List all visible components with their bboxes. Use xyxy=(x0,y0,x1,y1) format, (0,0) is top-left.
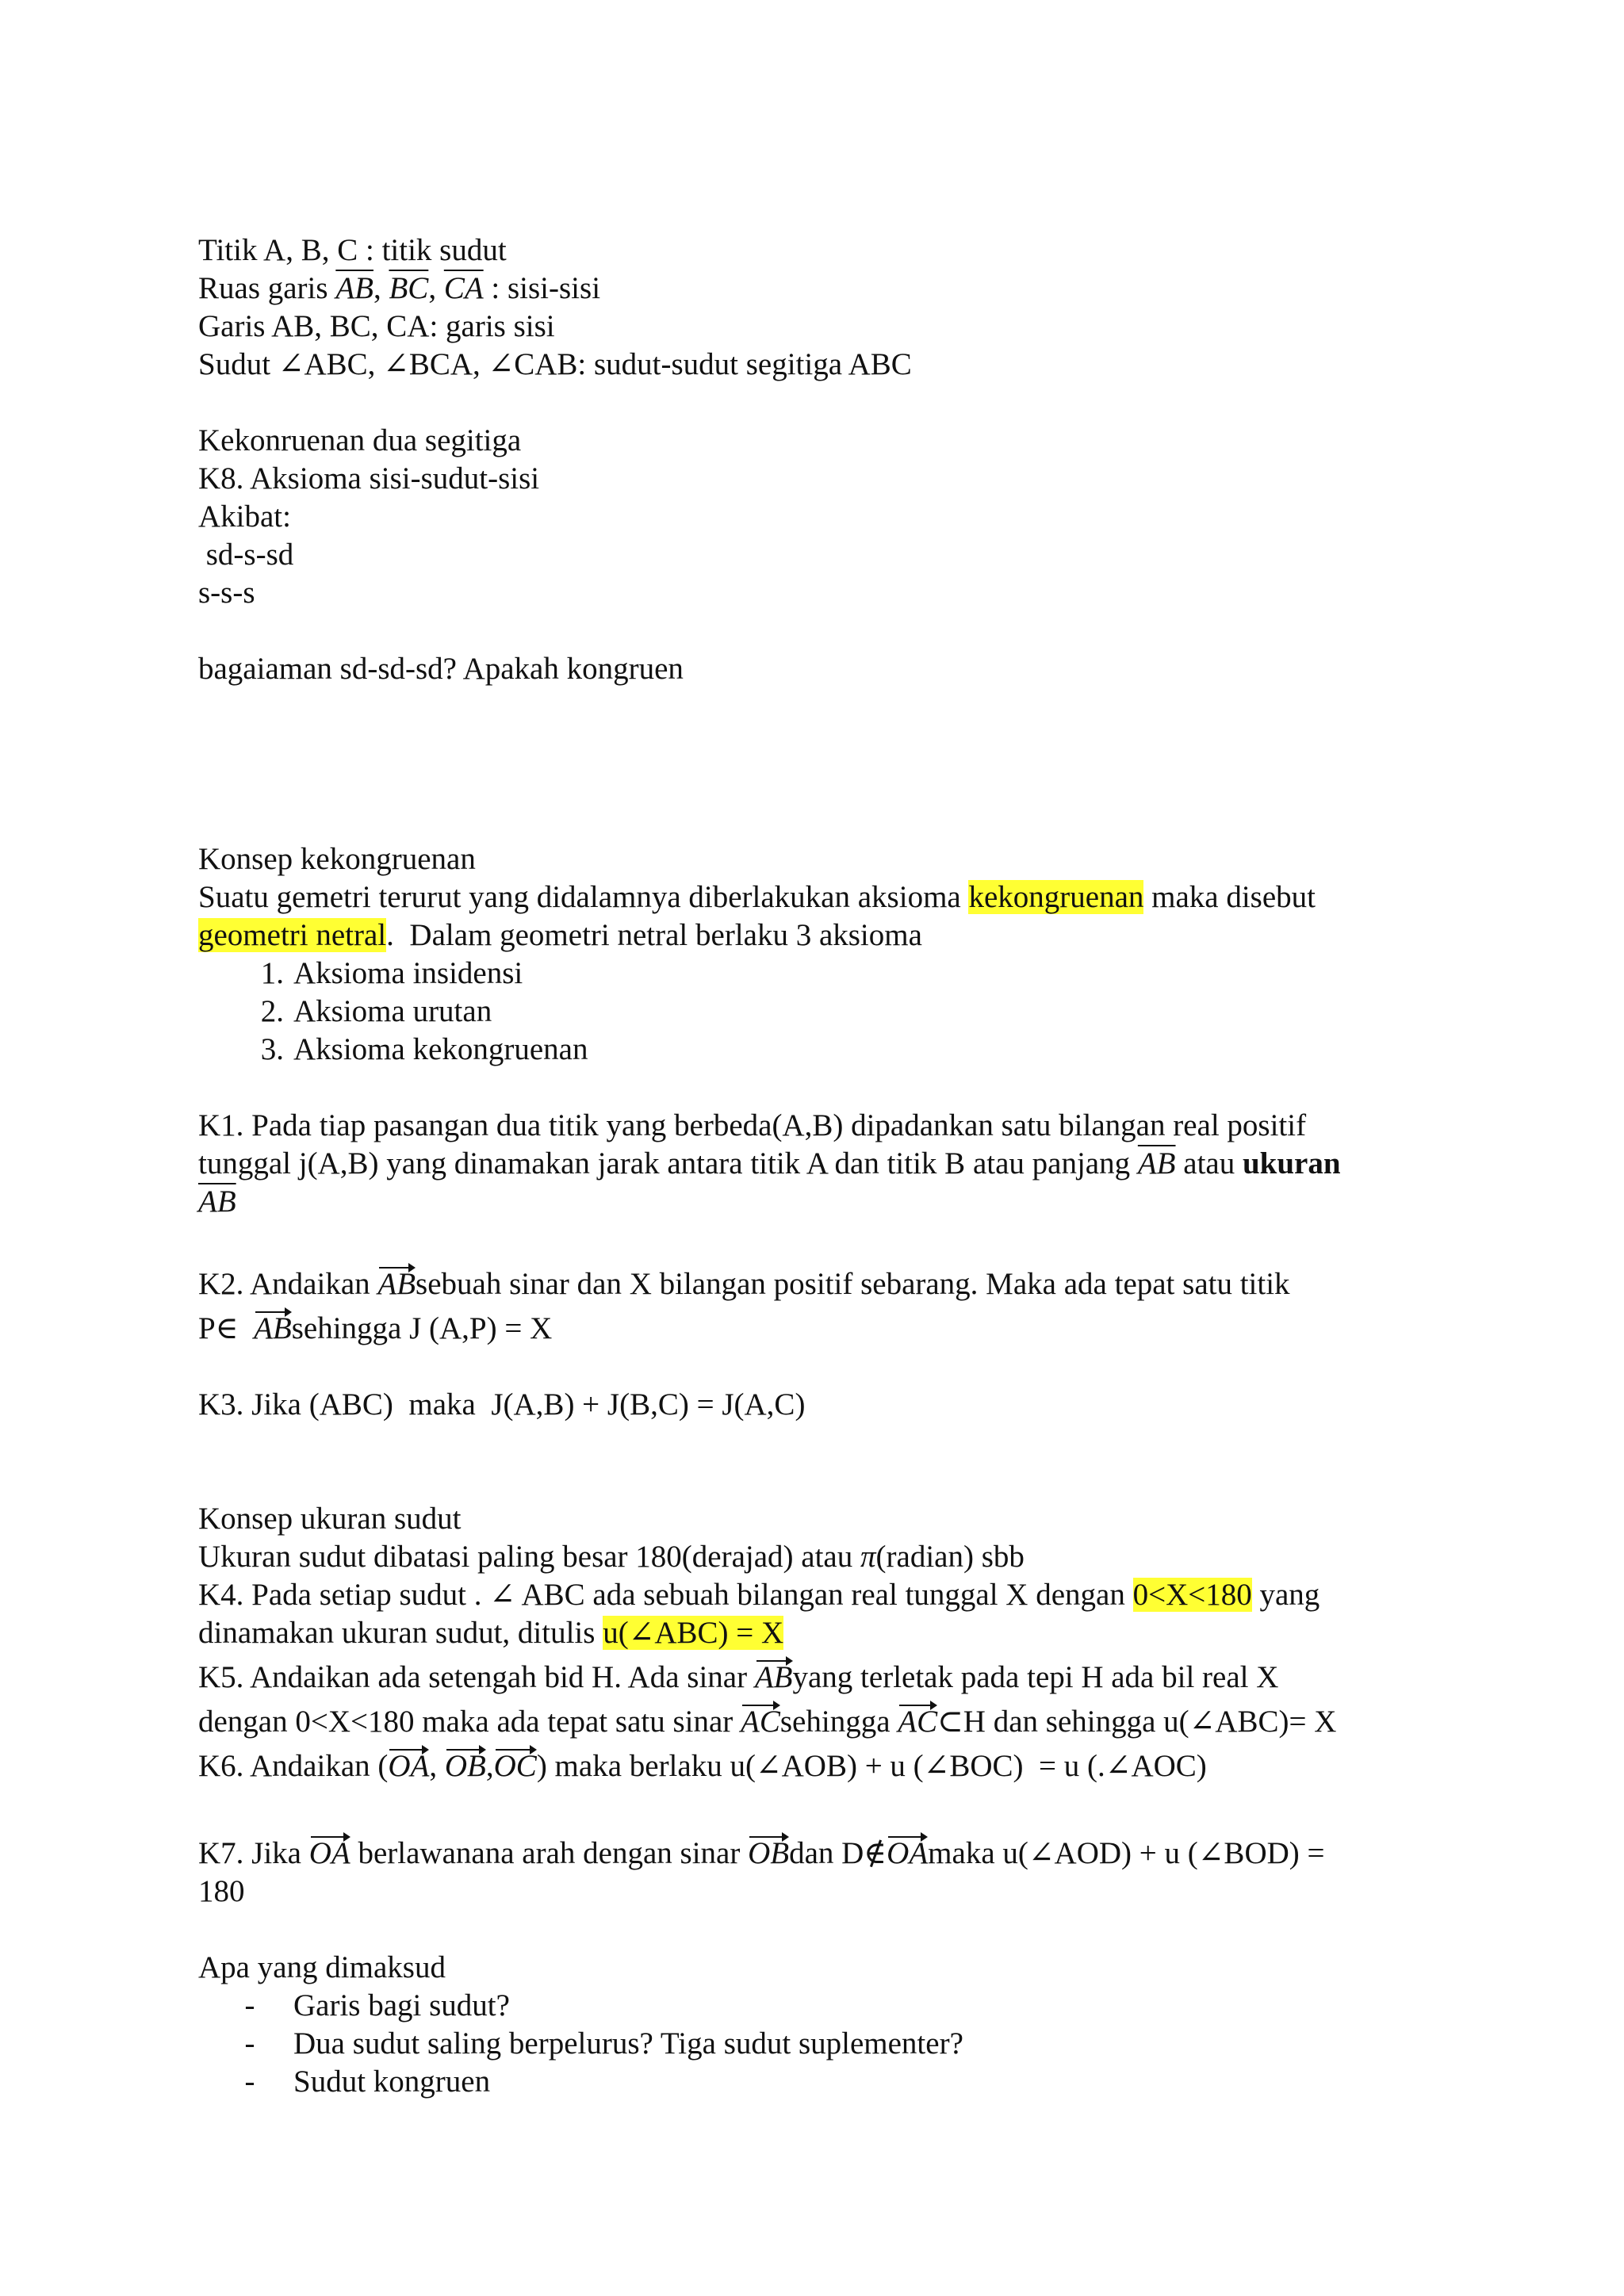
ray-ab: AB xyxy=(254,1310,292,1348)
line-k4-a xyxy=(198,1576,1451,1614)
list-text: Sudut kongruen xyxy=(293,2064,491,2099)
highlight-geometri-netral: geometri netral xyxy=(198,918,387,952)
line-ukuran xyxy=(198,1538,1451,1576)
text: ) maka berlaku u(∠AOB) + u (∠BOC) = u (.∠AOC) xyxy=(536,1749,1207,1783)
text-ruas-post: : sisi-sisi xyxy=(483,271,601,305)
dash-bullet: - xyxy=(244,1988,255,2022)
text: K4. Pada setiap sudut . ∠ ABC ada sebuah bilangan real tunggal X dengan xyxy=(198,1578,1133,1612)
line-k8: K8. Aksioma sisi-sudut-sisi xyxy=(198,461,540,496)
section-title-apa: Apa yang dimaksud xyxy=(198,1950,446,1984)
text: ⊂H dan sehingga u(∠ABC)= X xyxy=(937,1705,1337,1739)
ray-oa: OA xyxy=(388,1747,429,1785)
line-k1-b xyxy=(198,1145,1451,1183)
highlight-range: 0<X<180 xyxy=(1132,1578,1252,1612)
text: sebuah sinar dan X bilangan positif sebarang. Maka ada tepat satu titik xyxy=(416,1267,1290,1301)
dash-bullet: - xyxy=(244,2026,255,2061)
text: dinamakan ukuran sudut, ditulis xyxy=(198,1616,603,1650)
line-k4-b xyxy=(198,1614,1451,1652)
question-list xyxy=(198,1987,1451,2101)
text: (radian) sbb xyxy=(875,1540,1025,1574)
list-text: Dua sudut saling berpelurus? Tiga sudut suplementer? xyxy=(293,2026,963,2061)
list-item xyxy=(198,955,1451,993)
text: maka u(∠AOD) + u (∠BOD) = xyxy=(928,1836,1325,1870)
text: K6. Andaikan ( xyxy=(198,1749,389,1783)
ray-ob: OB xyxy=(748,1835,789,1873)
line-k2-b xyxy=(198,1310,1451,1348)
line-garis: Garis AB, BC, CA: garis sisi xyxy=(198,309,555,343)
sep: , xyxy=(429,1749,445,1783)
segment-ab: $\overline{AB}$ xyxy=(1137,1146,1176,1181)
ray-oa: OA xyxy=(887,1835,928,1873)
spacer xyxy=(198,1911,1451,1949)
highlight-formula: u(∠ABC) = X xyxy=(603,1616,784,1650)
list-item xyxy=(198,1031,1451,1069)
line-p2 xyxy=(198,916,1451,955)
list-number: 2. xyxy=(260,994,284,1028)
section-title-kekongruenan: Konsep kekongruenan xyxy=(198,842,476,876)
line-sudut: Sudut ∠ABC, ∠BCA, ∠CAB: sudut-sudut segitiga ABC xyxy=(198,347,912,381)
list-item xyxy=(198,993,1451,1031)
text: sehingga xyxy=(779,1705,898,1739)
line-k6 xyxy=(198,1747,1451,1785)
line-k1-a: K1. Pada tiap pasangan dua titik yang berbeda(A,B) dipadankan satu bilangan real positif xyxy=(198,1108,1307,1142)
line-k7-b: 180 xyxy=(198,1874,245,1908)
dash-bullet: - xyxy=(244,2064,255,2099)
segment-bc: $\overline{BC}$ xyxy=(389,271,429,305)
text: K2. Andaikan xyxy=(198,1267,378,1301)
ray-ob: OB xyxy=(445,1747,486,1785)
line-k3: K3. Jika (ABC) maka J(A,B) + J(B,C) = J(A,C) xyxy=(198,1387,806,1422)
spacer xyxy=(198,1785,1451,1823)
text: K7. Jika xyxy=(198,1836,309,1870)
spacer xyxy=(198,612,1451,650)
segment-ca: $\overline{CA}$ xyxy=(443,271,484,305)
list-text: Aksioma kekongruenan xyxy=(293,1032,588,1066)
line-s-s-s: s-s-s xyxy=(198,576,255,610)
line-p1 xyxy=(198,878,1451,916)
ray-ac: AC xyxy=(898,1703,937,1741)
line-question: bagaiaman sd-sd-sd? Apakah kongruen xyxy=(198,652,684,686)
list-item xyxy=(198,1987,1451,2025)
list-item xyxy=(198,2063,1451,2101)
text: maka disebut xyxy=(1143,880,1316,914)
spacer xyxy=(198,1069,1451,1107)
list-text: Garis bagi sudut? xyxy=(293,1988,510,2022)
line-sd-s-sd: sd-s-sd xyxy=(198,538,294,572)
line-k7-a xyxy=(198,1835,1451,1873)
section-title-ukuran-sudut: Konsep ukuran sudut xyxy=(198,1502,462,1536)
line-akibat: Akibat: xyxy=(198,499,291,534)
line-ruas-garis xyxy=(198,270,1451,308)
spacer xyxy=(198,384,1451,422)
list-item xyxy=(198,2025,1451,2063)
line-k5-a xyxy=(198,1659,1451,1697)
pi-symbol: π xyxy=(860,1540,876,1574)
text: dengan 0<X<180 maka ada tepat satu sinar xyxy=(198,1705,741,1739)
list-text: Aksioma insidensi xyxy=(293,956,523,990)
text: tunggal j(A,B) yang dinamakan jarak antara titik A dan titik B atau panjang xyxy=(198,1146,1138,1181)
spacer xyxy=(198,1221,1451,1259)
text: Ukuran sudut dibatasi paling besar 180(derajad) atau xyxy=(198,1540,860,1574)
highlight-kekongruenan: kekongruenan xyxy=(968,880,1144,914)
ray-ab: AB xyxy=(755,1659,793,1697)
text: Suatu gemetri terurut yang didalamnya diberlakukan aksioma xyxy=(198,880,969,914)
text: . Dalam geometri netral berlaku 3 aksioma xyxy=(386,918,922,952)
list-text: Aksioma urutan xyxy=(293,994,492,1028)
text: yang xyxy=(1251,1578,1320,1612)
ray-ab: AB xyxy=(377,1265,416,1303)
text: dan D∉ xyxy=(789,1836,887,1870)
line-k2-a xyxy=(198,1265,1451,1303)
axiom-list xyxy=(198,955,1451,1069)
sep: , xyxy=(485,1749,494,1783)
text: berlawanana arah dengan sinar xyxy=(350,1836,749,1870)
document-page xyxy=(198,232,1451,2101)
bold-ukuran: ukuran xyxy=(1242,1146,1341,1181)
spacer xyxy=(198,1424,1451,1500)
ray-oc: OC xyxy=(494,1747,537,1785)
list-number: 3. xyxy=(260,1032,284,1066)
segment-ab: $\overline{AB}$ xyxy=(198,1184,236,1219)
sep: , xyxy=(373,271,389,305)
text-ruas-pre: Ruas garis xyxy=(198,271,336,305)
ray-oa: OA xyxy=(309,1835,350,1873)
sep: , xyxy=(428,271,444,305)
spacer xyxy=(198,688,1451,840)
line-titik: Titik A, B, C : titik sudut xyxy=(198,233,507,267)
segment-ab: $\overline{AB}$ xyxy=(335,271,373,305)
line-k5-b xyxy=(198,1703,1451,1741)
text: atau xyxy=(1175,1146,1243,1181)
spacer xyxy=(198,1348,1451,1386)
list-number: 1. xyxy=(260,956,284,990)
text: sehingga J (A,P) = X xyxy=(291,1311,553,1345)
text: P∈ xyxy=(198,1311,255,1345)
ray-ac: AC xyxy=(741,1703,780,1741)
line-kekonruenan: Kekonruenan dua segitiga xyxy=(198,423,522,457)
line-k1-c xyxy=(198,1183,1451,1221)
text: K5. Andaikan ada setengah bid H. Ada sinar xyxy=(198,1660,755,1694)
text: yang terletak pada tepi H ada bil real X xyxy=(792,1660,1279,1694)
